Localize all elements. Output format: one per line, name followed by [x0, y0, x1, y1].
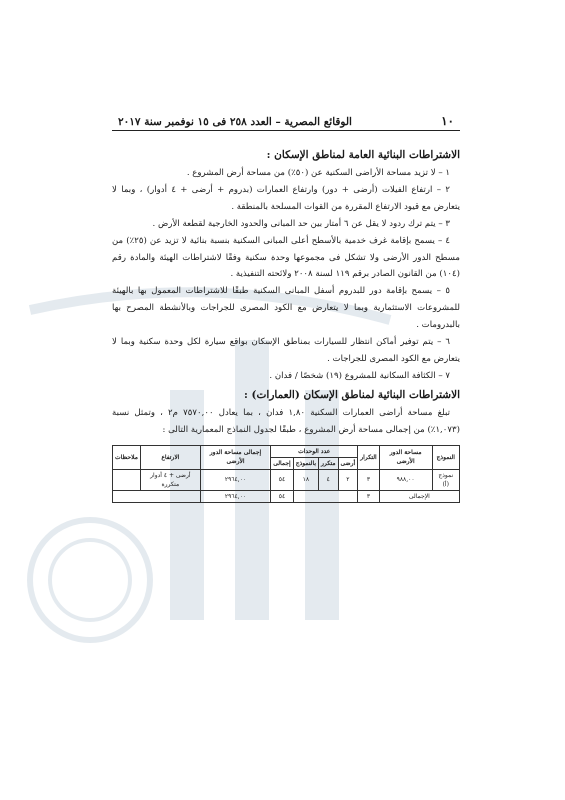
page-header [112, 108, 460, 131]
buildings-paragraph: تبلغ مساحة أراضى العمارات السكنية ١,٨٠ فدان ، بما يعادل ٧٥٧٠,٠٠ م٢ ، وتمثل نسبة (١,٠٧٣٪) من إجمالى مساحة أرض المشروع ، طبقًا لجدول النماذج المعمارية التالى : [112, 407, 460, 435]
th-ground: أرضى [338, 457, 358, 469]
cell-total: ٥٤ [271, 469, 294, 490]
page-number: ١٠ [441, 114, 454, 128]
section-heading-buildings: الاشتراطات البنائية لمناطق الإسكان (العمارات) : [244, 388, 460, 401]
cell-notes [113, 469, 141, 490]
cell-ground-area: ٩٨٨,٠٠ [379, 469, 432, 490]
cell-total-ground-sum: ٢٩٦٤,٠٠ [200, 490, 270, 502]
th-repetition: التكرار [358, 445, 380, 469]
cell-total-repetition: ٣ [358, 490, 380, 502]
th-model: النموذج [432, 445, 459, 469]
cell-repetition: ٣ [358, 469, 380, 490]
th-units-group: عدد الوحدات [271, 445, 358, 457]
section-heading-general: الاشتراطات البنائية العامة لمناطق الإسكان : [266, 149, 460, 161]
cell-total-units: ٥٤ [271, 490, 294, 502]
models-table [112, 445, 460, 503]
cell-per-model: ١٨ [293, 469, 318, 490]
th-repeated: متكرر [318, 457, 338, 469]
cell-height: أرضى + ٤ أدوار متكررة [140, 469, 200, 490]
cell-repeated: ٤ [318, 469, 338, 490]
cell-ground: ٢ [338, 469, 358, 490]
clause-3: ٣ – يتم ترك ردود لا يقل عن ٦ أمتار بين حد المبانى والحدود الخارجية لقطعة الأرض . [152, 218, 450, 229]
cell-total-ground-area: ٢٩٦٤,٠٠ [200, 469, 270, 490]
cell-model: نموذج (أ) [432, 469, 459, 490]
clause-6: ٦ – يتم توفير أماكن انتظار للسيارات بمناطق الإسكان بواقع سيارة لكل وحدة سكنية وبما لا يتعارض مع الكود المصرى للجراجات . [112, 337, 460, 364]
clause-2: ٢ – ارتفاع الفيلات (أرضى + دور) وارتفاع العمارات (بدروم + أرضى + ٤ أدوار) ، وبما لا يتعارض مع قيود الارتفاع المقررة من القوات المسلحة بالمنطقة . [112, 184, 460, 212]
th-height: الارتفاع [140, 445, 200, 469]
clause-1: ١ – لا تزيد مساحة الأراضى السكنية عن (٥٠٪) من مساحة أرض المشروع . [186, 168, 450, 178]
clause-7: ٧ – الكثافة السكانية للمشروع (١٩) شخصًا / فدان . [269, 370, 450, 381]
document-page [112, 108, 460, 503]
cell-total-label: الإجمالى [379, 490, 459, 502]
cell-empty [293, 490, 357, 502]
th-ground-area: مساحة الدور الأرضى [379, 445, 432, 469]
table-total-row [113, 490, 460, 502]
clause-5: ٥ – يسمح بإقامة دور للبدروم أسفل المبانى السكنية طبقًا للاشتراطات المعمول بها بالهيئة للمشروعات الاستثمارية وبما لا يتعارض مع الكود المصرى للجراجات وبالأنشطة المصرح بها بالبدرومات . [112, 286, 460, 331]
cell-empty-end [113, 490, 201, 502]
th-notes: ملاحظات [113, 445, 141, 469]
th-per-model: بالنموذج [293, 457, 318, 469]
clause-4: ٤ – يسمح بإقامة غرف خدمية بالأسطح أعلى المبانى السكنية بنسبة بنائية لا تزيد عن (٢٥٪) من مسطح الدور الأرضى ولا تشكل فى مجموعها وحدة سكنية وفقًا لاشتراطات الهيئة والمادة رقم (١٠٤) من القانون الصادر برقم ١١٩ لسنة ٢٠٠٨ ولائحته التنفيذية . [112, 235, 460, 280]
table-row [113, 469, 460, 490]
gazette-title: الوقائع المصرية – العدد ٢٥٨ فى ١٥ نوفمبر سنة ٢٠١٧ [118, 116, 352, 128]
th-total: إجمالى [271, 457, 294, 469]
th-total-ground-area: إجمالى مساحة الدور الأرضى [200, 445, 270, 469]
